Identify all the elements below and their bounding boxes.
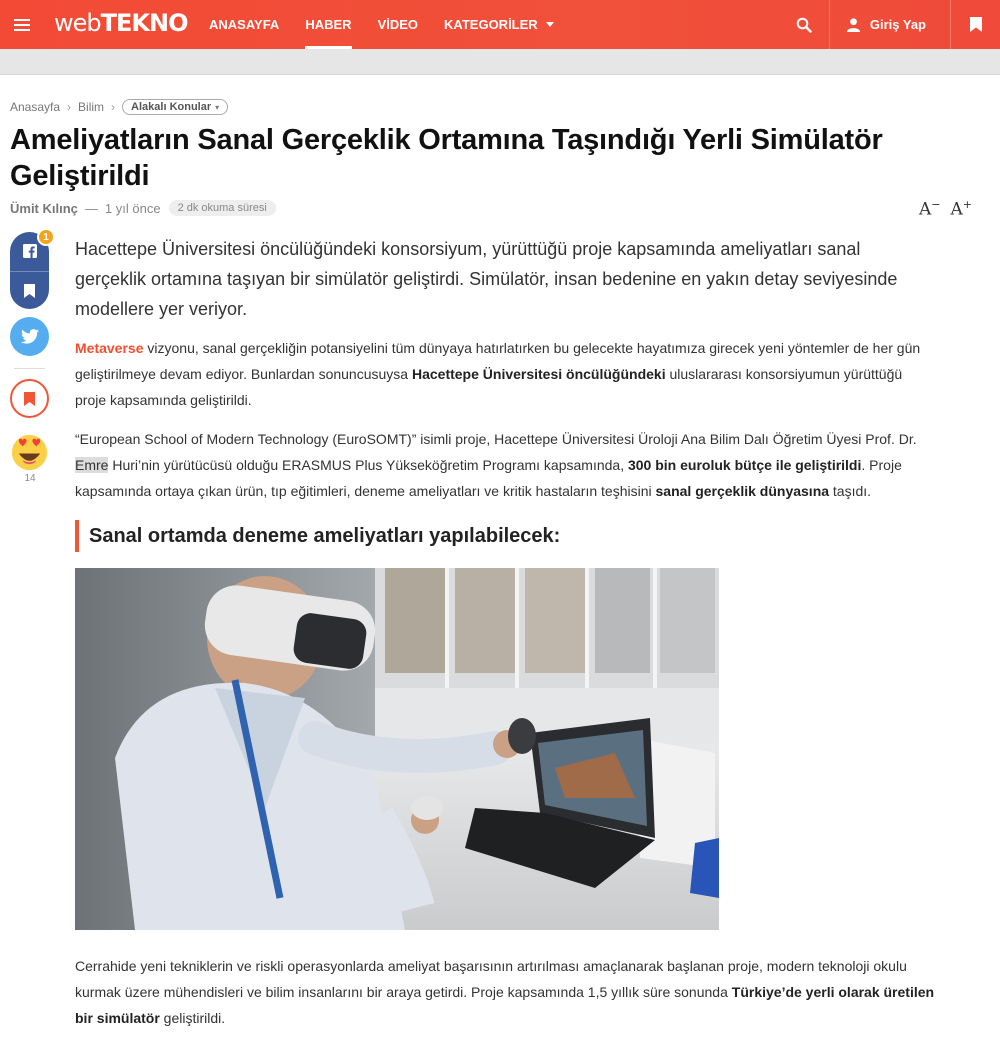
menu-button[interactable] [0,0,44,49]
breadcrumb-separator-icon: › [67,100,72,114]
search-button[interactable] [779,0,829,49]
article-title: Ameliyatların Sanal Gerçeklik Ortamına Taşındığı Yerli Simülatör Geliştirildi [10,124,883,192]
chevron-down-icon [546,22,554,27]
article-image [75,568,719,930]
vr-surgery-photo [75,568,719,930]
save-icon [24,392,35,406]
font-increase-button[interactable]: A+ [950,198,972,220]
author-name[interactable]: Ümit Kılınç [10,200,78,216]
breadcrumb-separator-icon: › [111,100,116,114]
article-paragraph-1: Metaverse vizyonu, sanal gerçekliğin potansiyelini tüm dünyaya hatırlatırken bu gelecekte hayatımıza girecek yeni yöntemler de her gün geliştirilmeye devam ediyor. Bunlardan sonuncusuysa Hacettepe Üniversitesi öncülüğündeki uluslararası konsorsiyumun yürüttüğü proje kapsamında geliştirildi. [75,340,921,408]
facebook-count-badge: 1 [37,228,55,246]
metaverse-link[interactable]: Metaverse [75,340,144,356]
heart-eyes-emoji-icon [10,432,49,471]
share-rail [10,232,50,484]
font-decrease-button[interactable]: A− [919,198,941,220]
top-navbar [0,0,1000,49]
ad-strip [0,49,1000,75]
publish-time: 1 yıl önce [104,200,161,216]
breadcrumb-home[interactable]: Anasayfa [10,100,61,114]
article-paragraph-2: “European School of Modern Technology (EuroSOMT)” isimli proje, Hacettepe Üniversitesi Üroloji Ana Bilim Dalı Öğretim Üyesi Prof. Dr. Emre Huri’nin yürütücüsü olduğu ERASMUS Plus Yükseköğretim Programı kapsamında, 300 bin euroluk bütçe ile geliştirildi. Proje kapsamında ortaya çıkan ürün, tıp eğitimleri, deneme ameliyatları ve kritik hastaların teşhisini sanal gerçeklik dünyasına taşıdı. [75,431,917,499]
save-for-later-button[interactable] [10,379,49,418]
site-logo[interactable]: webTEKNO [54,9,188,37]
highlighted-text: Emre [75,457,109,473]
nav-anasayfa[interactable]: ANASAYFA [209,17,280,32]
bookmark-button[interactable] [10,271,49,309]
reaction-count: 14 [24,473,36,484]
read-time-badge: 2 dk okuma süresi [169,200,276,216]
chevron-down-icon: ▾ [215,102,220,112]
breadcrumb-bilim[interactable]: Bilim [78,100,105,114]
search-icon [796,17,812,33]
facebook-icon [23,244,37,258]
article-lead: Hacettepe Üniversitesi öncülüğündeki konsorsiyum, yürüttüğü proje kapsamında ameliyatları sanal gerçeklik ortamına taşıyan bir simülatör geliştirdi. Simülatör, insan bedenine en yakın detay seviyesinde modellere yer veriyor. [75,239,898,319]
article-subheading: Sanal ortamda deneme ameliyatları yapılabilecek: [75,520,560,552]
article-paragraph-3: Cerrahide yeni tekniklerin ve riskli operasyonlarda ameliyat başarısının artırılması amaçlanarak başlanan proje, modern teknoloji okulu kurmak üzere mühendisleri ve bilim insanlarını bir araya getirdi. Proje kapsamında 1,5 yıllık süre sonunda Türkiye’de yerli olarak üretilen bir simülatör geliştirildi. [75,958,935,1026]
nav-haber[interactable]: HABER [292,0,364,49]
twitter-share-button[interactable] [10,317,49,356]
reaction-button[interactable] [10,432,49,471]
nav-kategoriler[interactable]: KATEGORİLER [431,0,567,49]
user-icon [846,17,861,32]
main-nav [196,0,567,49]
header-actions [779,0,1000,49]
facebook-share-group [10,232,49,309]
breadcrumb [10,99,228,115]
login-button[interactable]: Giriş Yap [829,0,950,49]
font-size-controls [919,198,972,220]
nav-video[interactable]: VİDEO [377,17,419,32]
menu-icon [14,24,30,26]
twitter-icon [21,329,39,344]
related-topics-dropdown[interactable]: Alakalı Konular ▾ [122,99,228,115]
bookmark-icon [970,17,982,32]
bookmark-icon [24,284,35,298]
article-meta: Ümit Kılınç — 1 yıl önce 2 dk okuma süresi [10,200,276,216]
bookmarks-button[interactable] [950,0,1000,49]
